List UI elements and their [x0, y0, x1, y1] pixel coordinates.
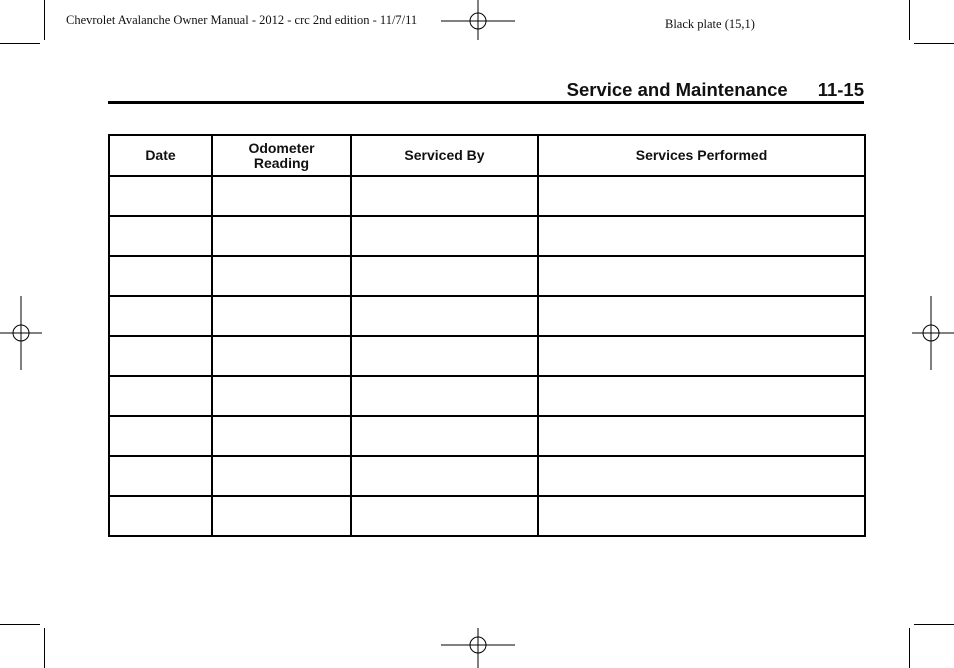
crop-mark — [44, 0, 45, 40]
column-header-date: Date — [109, 135, 212, 176]
table-row — [109, 336, 865, 376]
table-row — [109, 456, 865, 496]
table-cell — [538, 416, 865, 456]
table-cell — [212, 376, 351, 416]
table-cell — [212, 176, 351, 216]
table-row — [109, 256, 865, 296]
table-cell — [212, 416, 351, 456]
crop-mark — [0, 624, 40, 625]
table-cell — [538, 496, 865, 536]
table-cell — [109, 216, 212, 256]
maintenance-record-table — [108, 134, 866, 537]
registration-mark-icon — [912, 296, 954, 370]
table-cell — [212, 296, 351, 336]
running-header — [108, 79, 864, 101]
table-row — [109, 376, 865, 416]
table-cell — [538, 376, 865, 416]
crop-mark — [0, 43, 40, 44]
table-cell — [351, 496, 538, 536]
table-row — [109, 496, 865, 536]
table-row — [109, 176, 865, 216]
table-cell — [538, 296, 865, 336]
registration-mark-icon — [441, 628, 515, 668]
table-cell — [109, 176, 212, 216]
table-cell — [109, 376, 212, 416]
registration-mark-icon — [0, 296, 42, 370]
crop-mark — [909, 0, 910, 40]
table-cell — [212, 256, 351, 296]
page-number: 11-15 — [817, 79, 864, 100]
table-cell — [351, 456, 538, 496]
crop-mark — [914, 624, 954, 625]
table-cell — [351, 176, 538, 216]
table-cell — [212, 456, 351, 496]
crop-mark — [914, 43, 954, 44]
table-cell — [538, 176, 865, 216]
table-cell — [212, 496, 351, 536]
table-cell — [109, 416, 212, 456]
column-header-services-performed: Services Performed — [538, 135, 865, 176]
table-cell — [109, 256, 212, 296]
table-cell — [351, 336, 538, 376]
table-cell — [351, 376, 538, 416]
print-slug-right: Black plate (15,1) — [665, 17, 755, 31]
table-cell — [538, 456, 865, 496]
table-row — [109, 296, 865, 336]
table-cell — [351, 296, 538, 336]
table-cell — [109, 456, 212, 496]
table-cell — [212, 216, 351, 256]
table-cell — [351, 416, 538, 456]
table-cell — [109, 336, 212, 376]
section-title: Service and Maintenance — [566, 79, 788, 100]
table-cell — [538, 256, 865, 296]
table-cell — [538, 336, 865, 376]
crop-mark — [909, 628, 910, 668]
table-cell — [212, 336, 351, 376]
registration-mark-icon — [441, 0, 515, 40]
header-rule — [108, 101, 864, 104]
table-cell — [109, 296, 212, 336]
table-row — [109, 416, 865, 456]
table-cell — [351, 216, 538, 256]
print-slug-left: Chevrolet Avalanche Owner Manual - 2012 - crc 2nd edition - 11/7/11 — [66, 13, 418, 27]
table-row — [109, 216, 865, 256]
table-cell — [351, 256, 538, 296]
column-header-serviced-by: Serviced By — [351, 135, 538, 176]
crop-mark — [44, 628, 45, 668]
table-cell — [109, 496, 212, 536]
table-cell — [538, 216, 865, 256]
column-header-odometer: Odometer Reading — [212, 135, 351, 176]
table-header-row — [109, 135, 865, 176]
